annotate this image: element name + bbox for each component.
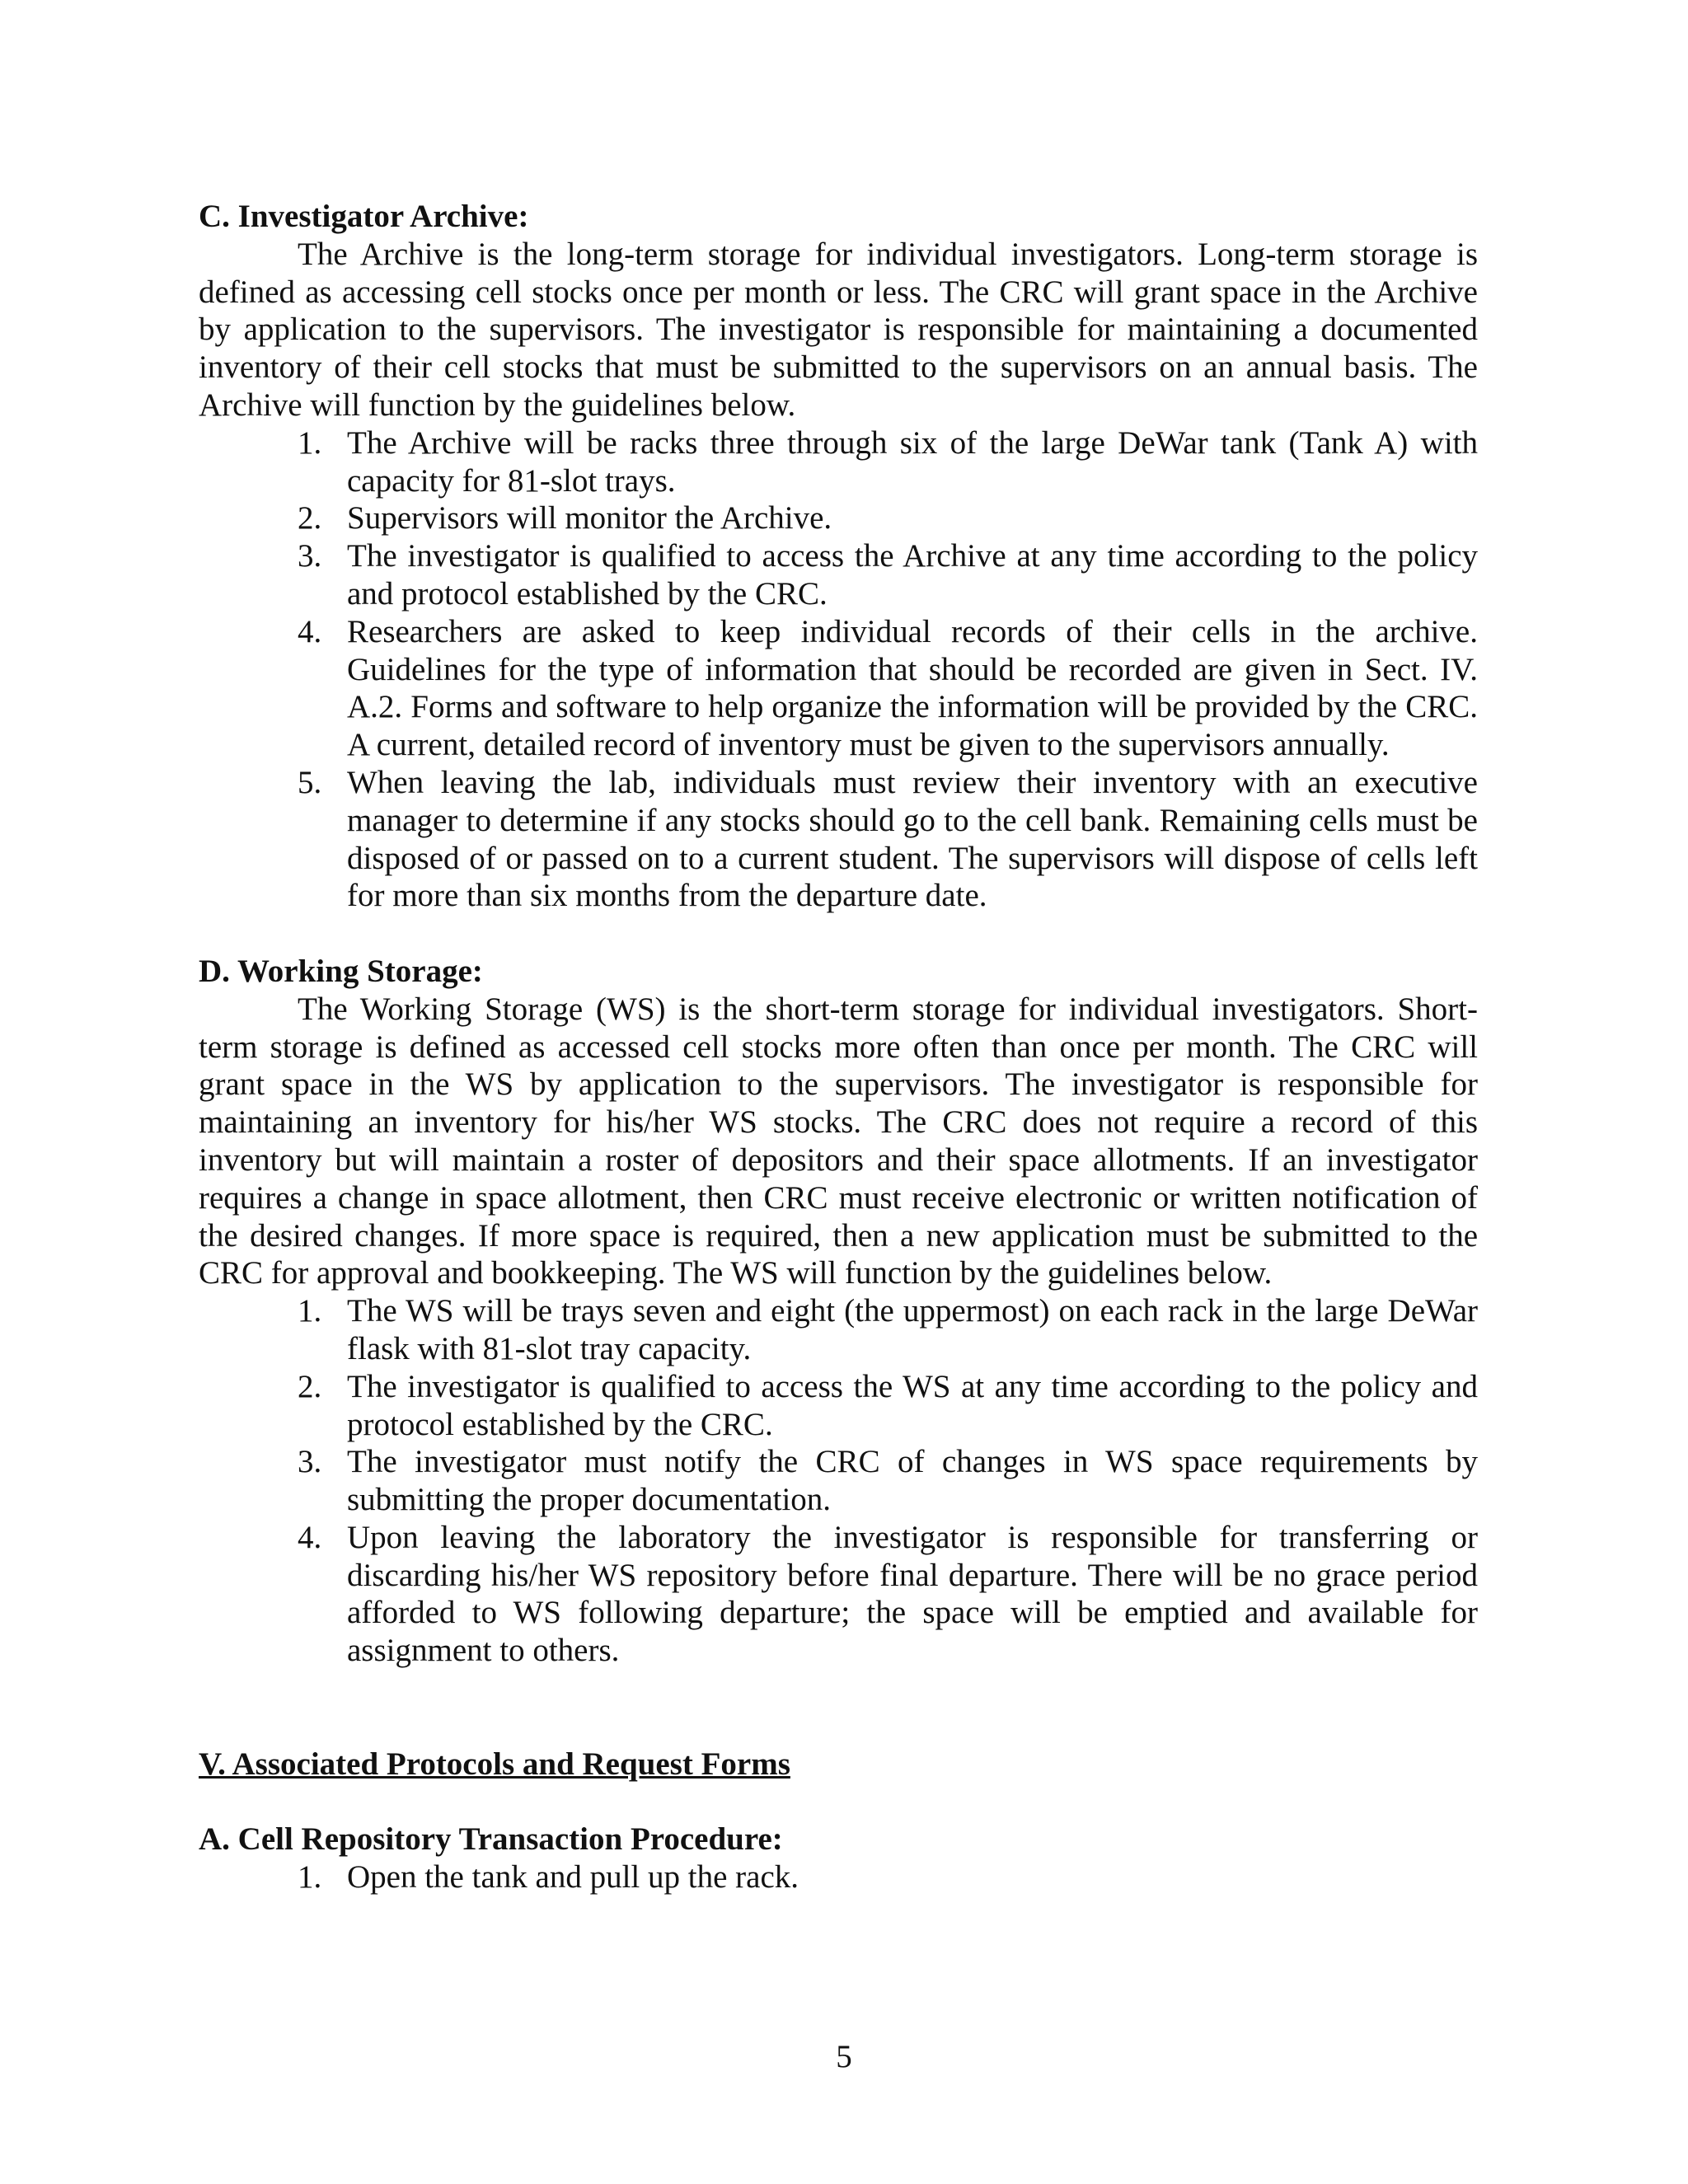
list-item-text: Researchers are asked to keep individual records of their cells in the archive. Guidelines for the type of information that should be recorded are given in Sect. IV. A.2. Forms and software to help organize the information will be provided by the CRC. A current, detailed record of inventory must be given to the supervisors annually. — [347, 613, 1478, 763]
spacer — [199, 1670, 1478, 1746]
list-item — [199, 1519, 1478, 1670]
section-d-heading: D. Working Storage: — [199, 953, 483, 989]
section-d-list — [199, 1292, 1478, 1670]
list-item-number: 1. — [298, 424, 322, 461]
list-item-number: 4. — [298, 1519, 322, 1555]
list-item — [199, 537, 1478, 613]
list-item — [199, 764, 1478, 915]
section-v-heading: V. Associated Protocols and Request Forms — [199, 1746, 790, 1782]
section-c-intro: The Archive is the long-term storage for individual investigators. Long-term storage is defined as accessing cell stocks once per month or less. The CRC will grant space in the Archive by application to the supervisors. The investigator is responsible for maintaining a documented inventory of their cell stocks that must be submitted to the supervisors on an annual basis. The Archive will function by the guidelines below. — [199, 236, 1478, 423]
list-item-number: 5. — [298, 764, 322, 800]
list-item-text: The Archive will be racks three through six of the large DeWar tank (Tank A) with capacity for 81-slot trays. — [347, 424, 1478, 499]
list-item — [199, 1368, 1478, 1444]
list-item-text: The investigator is qualified to access the WS at any time according to the policy and protocol established by the CRC. — [347, 1368, 1478, 1442]
list-item-text: Supervisors will monitor the Archive. — [347, 500, 832, 537]
spacer — [199, 1783, 1478, 1821]
section-c-heading: C. Investigator Archive: — [199, 199, 529, 234]
list-item — [199, 1443, 1478, 1519]
list-item — [199, 499, 1478, 537]
section-v-a-heading: A. Cell Repository Transaction Procedure: — [199, 1821, 783, 1858]
list-item-number: 2. — [298, 1368, 322, 1404]
section-v-a-list — [199, 1858, 1478, 1896]
list-item-number: 1. — [298, 1293, 322, 1329]
spacer — [199, 915, 1478, 953]
section-d-intro: The Working Storage (WS) is the short-term storage for individual investigators. Short-term storage is defined as accessed cell stocks more often than once per month. The CRC will grant space in the WS by application to the supervisors. The investigator is responsible for maintaining an inventory for his/her WS stocks. The CRC does not require a record of this inventory but will maintain a roster of depositors and their space allotments. If an investigator requires a change in space allotment, then CRC must receive electronic or written notification of the desired changes. If more space is required, then a new application must be submitted to the CRC for approval and bookkeeping. The WS will function by the guidelines below. — [199, 991, 1478, 1291]
page-number: 5 — [836, 2039, 852, 2074]
page-content — [199, 198, 1478, 1896]
list-item-text: Open the tank and pull up the rack. — [347, 1859, 799, 1896]
list-item-number: 2. — [298, 500, 322, 537]
list-item-text: The investigator must notify the CRC of changes in WS space requirements by submitting the proper documentation. — [347, 1444, 1478, 1518]
list-item-number: 3. — [298, 538, 322, 574]
list-item-number: 3. — [298, 1444, 322, 1480]
list-item — [199, 613, 1478, 764]
list-item-text: The investigator is qualified to access the Archive at any time according to the policy and protocol established by the CRC. — [347, 538, 1478, 612]
section-c-list — [199, 424, 1478, 915]
list-item-text: Upon leaving the laboratory the investigator is responsible for transferring or discarding his/her WS repository before final departure. There will be no grace period afforded to WS following departure; the space will be emptied and available for assignment to others. — [347, 1519, 1478, 1669]
list-item-text: When leaving the lab, individuals must review their inventory with an executive manager to determine if any stocks should go to the cell bank. Remaining cells must be disposed of or passed on to a current student. The supervisors will dispose of cells left for more than six months from the departure date. — [347, 764, 1478, 914]
list-item — [199, 424, 1478, 500]
list-item-number: 4. — [298, 613, 322, 649]
list-item — [199, 1858, 1478, 1896]
list-item-text: The WS will be trays seven and eight (the uppermost) on each rack in the large DeWar flask with 81-slot tray capacity. — [347, 1293, 1478, 1366]
list-item-number: 1. — [298, 1859, 322, 1896]
list-item — [199, 1292, 1478, 1368]
